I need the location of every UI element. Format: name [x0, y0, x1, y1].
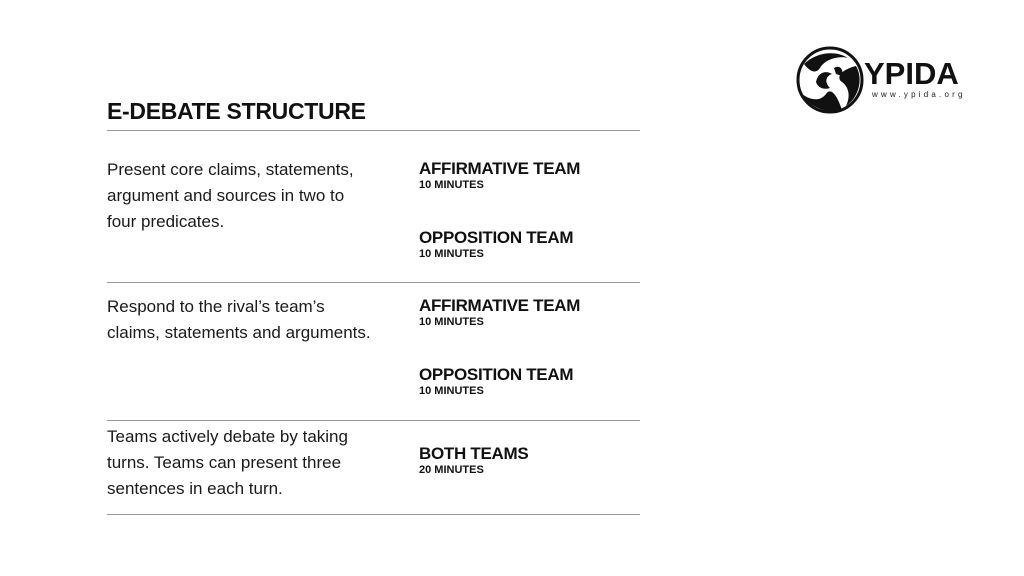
- row-3-team-1: [419, 444, 528, 477]
- row-2-description: Respond to the rival’s team’s claims, statements and arguments.: [107, 297, 371, 342]
- row-1-team-1: [419, 159, 580, 192]
- team-name: OPPOSITION TEAM: [419, 365, 574, 384]
- team-time: 10 MINUTES: [419, 316, 484, 328]
- row-2-team-1: [419, 296, 580, 329]
- ypida-logo: [796, 42, 986, 122]
- team-name: AFFIRMATIVE TEAM: [419, 296, 581, 315]
- row-3-description: Teams actively debate by taking turns. Teams can present three sentences in each turn.: [107, 427, 348, 498]
- team-time: 10 MINUTES: [419, 179, 484, 191]
- divider: [107, 514, 640, 515]
- team-name: AFFIRMATIVE TEAM: [419, 159, 581, 178]
- divider: [107, 130, 640, 131]
- team-time: 20 MINUTES: [419, 464, 484, 476]
- team-name: BOTH TEAMS: [419, 444, 529, 463]
- logo-url: www.ypida.org: [872, 90, 966, 99]
- team-name: OPPOSITION TEAM: [419, 228, 574, 247]
- team-time: 10 MINUTES: [419, 385, 484, 397]
- row-1-team-2: [419, 228, 573, 261]
- row-1-description: Present core claims, statements, argument and sources in two to four predicates.: [107, 160, 354, 231]
- page-title: E-DEBATE STRUCTURE: [107, 98, 366, 124]
- divider: [107, 420, 640, 421]
- divider: [107, 282, 640, 283]
- row-2-team-2: [419, 365, 573, 398]
- ypida-emblem-icon: [796, 42, 866, 118]
- logo-wordmark: YPIDA: [864, 56, 959, 91]
- team-time: 10 MINUTES: [419, 248, 484, 260]
